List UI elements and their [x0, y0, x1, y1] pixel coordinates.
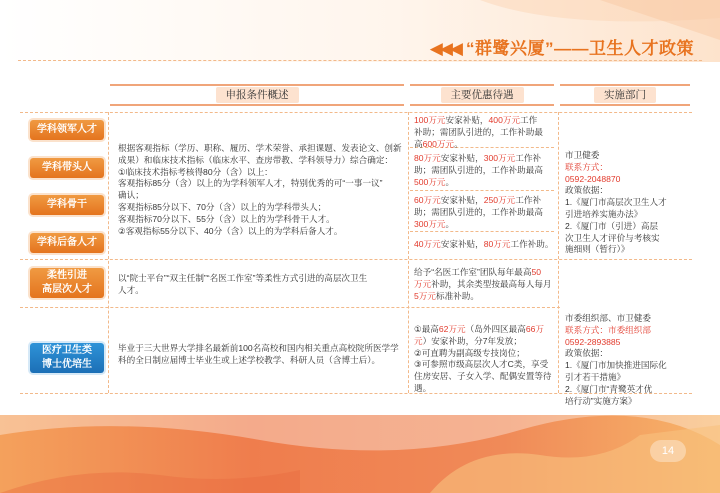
column-header-department: 实施部门 [560, 84, 690, 106]
row-divider [20, 112, 692, 113]
conditions-doctoral-graduate: 毕业于三大世界大学排名最新前100名高校和国内相关重点高校院所医学学 科的全日制应届博士毕业生或上述学校教学、科研人员（含博士后）。 [118, 343, 399, 365]
column-header-conditions: 申报条件概述 [110, 84, 404, 106]
department-health-commission: 市卫健委 联系方式： 0592-2048870 政策依据： 1.《厦门市高层次卫生人才 引进培养实施办法》 2.《厦门市（引进）高层 次卫生人才评价与考核实 施细则（暂行）》 [565, 150, 667, 255]
row-divider [410, 231, 554, 232]
column-header-benefits: 主要优惠待遇 [410, 84, 554, 106]
conditions-flexible-talent: 以“院士平台”“双主任制”“名医工作室”等柔性方式引进的高层次卫生 人才。 [118, 273, 368, 295]
row-divider [20, 307, 560, 308]
label-discipline-reserve: 学科后备人才 [30, 233, 104, 253]
page-title [430, 34, 694, 59]
row-divider [410, 190, 554, 191]
benefits-discipline-leader: 100万元安家补贴，400万元工作 补助；需团队引进的，工作补助最 高600万元。 [414, 115, 543, 149]
label-flexible-talent: 柔性引进 高层次人才 [30, 268, 104, 298]
label-discipline-leader: 学科领军人才 [30, 120, 104, 140]
benefits-flexible-talent: 给予“名医工作室”团队每年最高50 万元补助，其余类型按最高每人每月 5万元标准补助。 [414, 267, 552, 301]
department-organization-and-health: 市委组织部、市卫健委 联系方式：市委组织部 0592-2893885 政策依据： 1.《厦门市加快推进国际化 引才若干措施》 2.《厦门市“青鹭英才优 培行动”实施方案》 [565, 313, 667, 406]
benefits-discipline-head: 80万元安家补贴，300万元工作补 助；需团队引进的，工作补助最高 500万元。 [414, 153, 543, 187]
benefits-discipline-backbone: 60万元安家补贴，250万元工作补 助；需团队引进的，工作补助最高 300万元。 [414, 195, 543, 229]
column-divider [108, 112, 109, 393]
page-number: 14 [650, 440, 686, 462]
column-divider [558, 112, 559, 393]
benefits-doctoral-graduate: ①最高62万元（岛外四区最高66万 元）安家补助，分7年发放； ②可直聘为副高级专技岗位； ③可参照市级高层次人才C类，享受 住房安居、子女入学、配偶安置等待 遇。 [414, 324, 552, 393]
label-discipline-backbone: 学科骨干 [30, 195, 104, 215]
benefits-discipline-reserve: 40万元安家补贴，80万元工作补助。 [414, 239, 554, 249]
conditions-discipline-talents: 根据客观指标（学历、职称、履历、学术荣誉、承担课题、发表论文、创新 成果）和临床技术指标（临床水平、查房带教、学科领导力）综合确定： ①临床技术指标考核得80分（含）以上： 客观指标85分（含）以上的为学科领军人才，特别优秀的可“一事一议” 确认； 客观指标85分以下、70分（含）以上的为学科带头人； 客观指标70分以下、55分（含）以上的为学科骨干人才。 ②客观指标55分以下、40分（含）以上的为学科后备人才。 [118, 143, 402, 236]
label-medical-doctoral-graduate: 医疗卫生类 博士优培生 [30, 343, 104, 373]
row-divider [20, 259, 692, 260]
title-text: “群鹭兴厦”——卫生人才政策 [466, 39, 694, 58]
column-divider [408, 112, 409, 393]
arrow-left-icon: ◀◀◀ [429, 39, 460, 58]
footer-background [0, 415, 720, 493]
label-discipline-head: 学科带头人 [30, 158, 104, 178]
header-divider [18, 60, 702, 61]
